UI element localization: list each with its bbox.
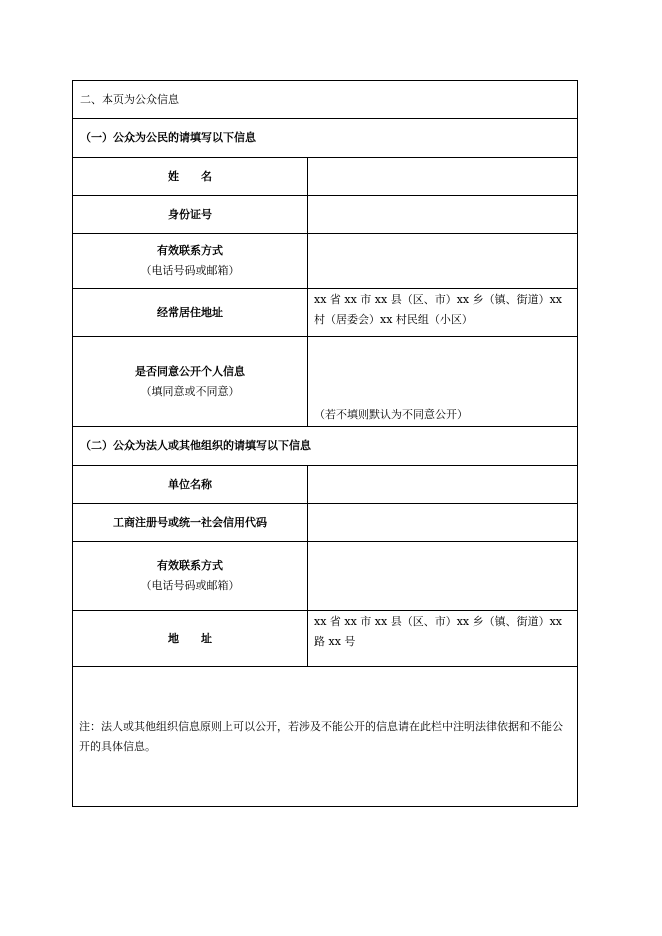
id-number-field[interactable] (308, 196, 578, 234)
consent-label-cell (73, 337, 308, 427)
org-contact-label: 有效联系方式 (157, 559, 223, 572)
id-number-label: 身份证号 (73, 196, 308, 234)
note-row (73, 667, 578, 807)
registration-field[interactable] (308, 504, 578, 542)
unit-name-field[interactable] (308, 466, 578, 504)
consent-sub-label: （填同意或不同意） (140, 384, 240, 398)
contact-label: 有效联系方式 (157, 244, 223, 257)
public-info-table (72, 80, 578, 807)
consent-default-note: （若不填则默认为不同意公开） (314, 408, 468, 421)
address-label: 地 址 (73, 611, 308, 667)
contact-sub-label: （电话号码或邮箱） (140, 264, 240, 277)
address-row (73, 611, 578, 667)
name-field[interactable] (308, 158, 578, 196)
registration-label: 工商注册号或统一社会信用代码 (73, 504, 308, 542)
contact-row (73, 234, 578, 289)
consent-row (73, 337, 578, 427)
name-label: 姓 名 (73, 158, 308, 196)
org-contact-sub-label: （电话号码或邮箱） (140, 579, 240, 592)
reg-row (73, 504, 578, 542)
org-contact-label-cell (73, 542, 308, 611)
section1-title: （一）公众为公民的请填写以下信息 (73, 119, 578, 158)
residence-label: 经常居住地址 (73, 289, 308, 337)
contact-label-cell (73, 234, 308, 289)
name-row (73, 158, 578, 196)
consent-field[interactable] (308, 337, 578, 427)
residence-row (73, 289, 578, 337)
org-note-field[interactable]: 注：法人或其他组织信息原则上可以公开，若涉及不能公开的信息请在此栏中注明法律依据和不能公开的具体信息。 (73, 667, 578, 807)
id-row (73, 196, 578, 234)
page-heading: 二、本页为公众信息 (73, 81, 578, 119)
consent-label: 是否同意公开个人信息 (135, 364, 245, 378)
unit-name-label: 单位名称 (73, 466, 308, 504)
section2-title: （二）公众为法人或其他组织的请填写以下信息 (73, 427, 578, 466)
org-contact-field[interactable] (308, 542, 578, 611)
contact-field[interactable] (308, 234, 578, 289)
address-field[interactable]: xx 省 xx 市 xx 县（区、市）xx 乡（镇、街道）xx 路 xx 号 (308, 611, 578, 667)
residence-field[interactable]: xx 省 xx 市 xx 县（区、市）xx 乡（镇、街道）xx 村（居委会）xx 村民组（小区） (308, 289, 578, 337)
org-contact-row (73, 542, 578, 611)
unit-row (73, 466, 578, 504)
